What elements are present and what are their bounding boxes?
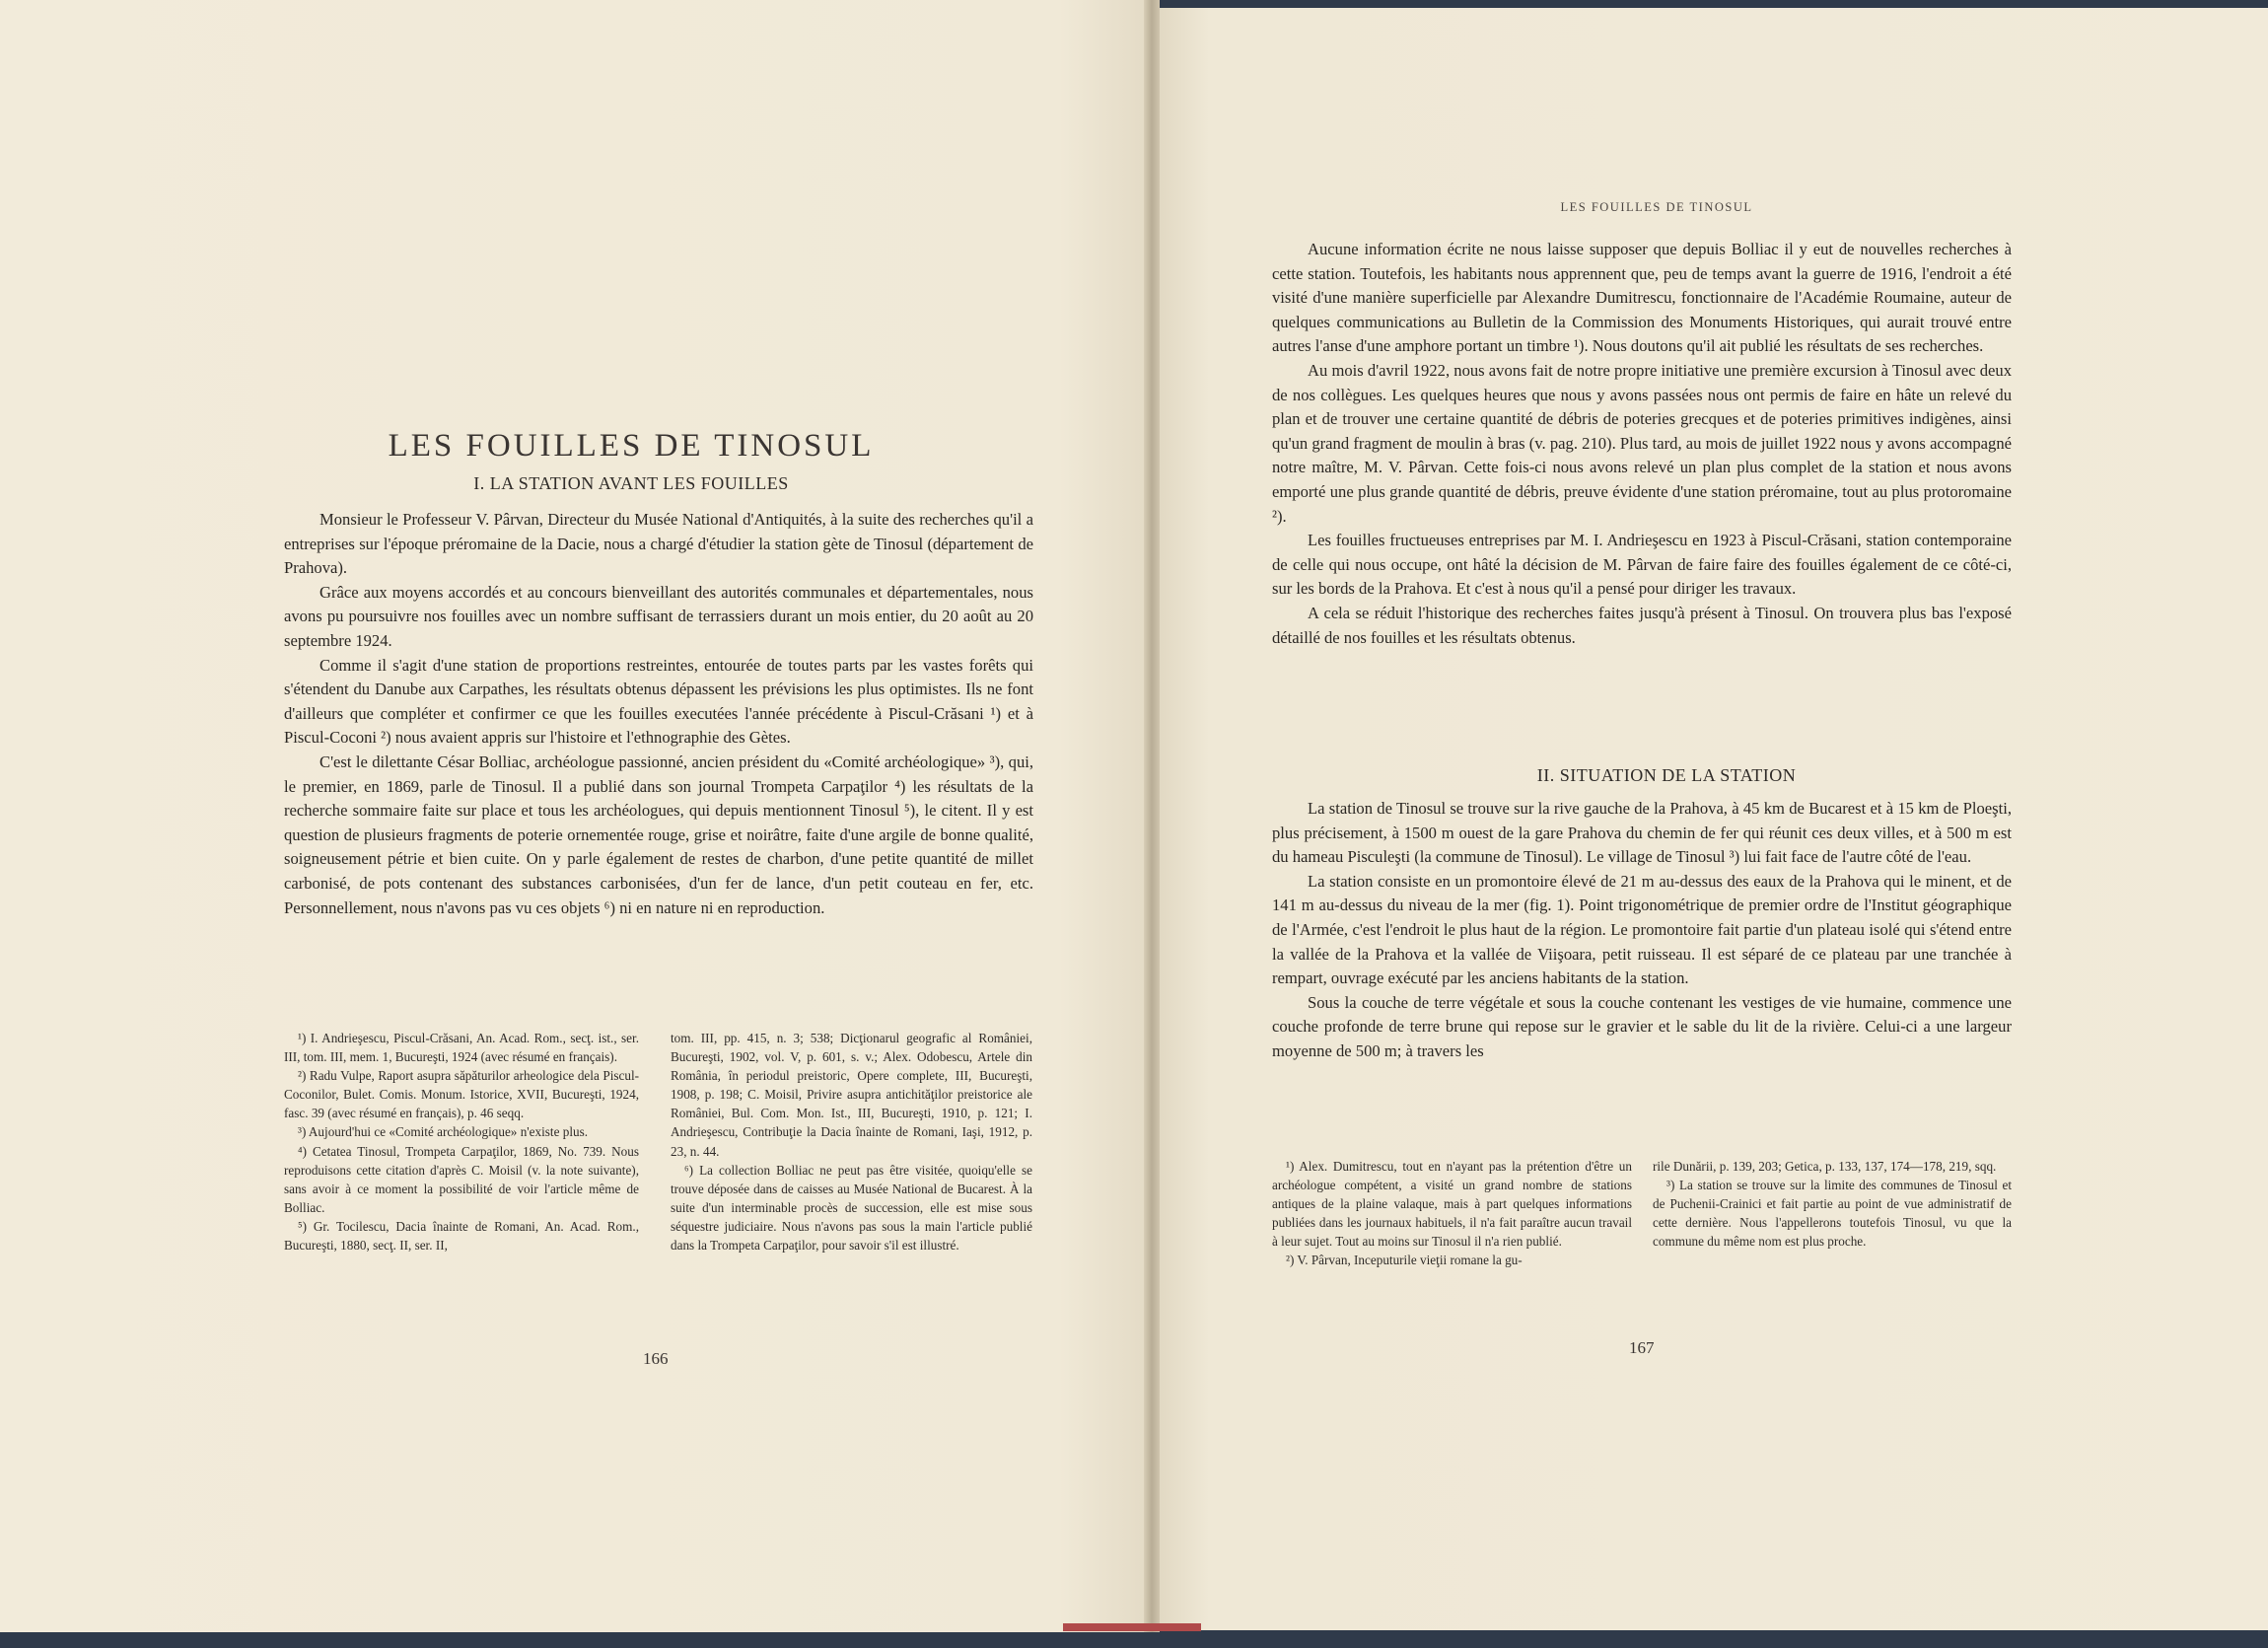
page-number: 166	[643, 1349, 669, 1368]
page-title: LES FOUILLES DE TINOSUL	[388, 428, 875, 465]
footnote: ³) Aujourd'hui ce «Comité archéologique» n'existe plus.	[298, 1124, 589, 1140]
right-body-text-bottom	[1272, 797, 2012, 1064]
paragraph: Aucune information écrite ne nous laisse supposer que depuis Bolliac il y eut de nouvelles recherches à cette station. Toutefois, les habitants nous apprennent que, peu de temps avant la guerre de 1916, l'endroit a été visité d'une manière superficielle par Alexandre Dumitrescu, fonctionnaire de l'Académie Roumaine, auteur de quelques communications au Bulletin de la Commission des Monuments Historiques, qui aurait trouvé entre autres l'anse d'une amphore portant un timbre ¹). Nous doutons qu'il ait publié les résultats de ses recherches.	[1272, 240, 2012, 356]
footnote: ¹) Alex. Dumitrescu, tout en n'ayant pas la prétention d'être un archéologue compétent, a visité un grand nombre de stations antiques de la plaine valaque, mais à part quelques informations publiées dans les journaux habituels, il n'a fait paraître aucun travail à leur sujet. Tout au moins sur Tinosul il n'a rien publié.	[1272, 1159, 1632, 1250]
section-heading-2: II. SITUATION DE LA STATION	[1536, 765, 1797, 785]
footnote: rile Dunării, p. 139, 203; Getica, p. 133, 137, 174—178, 219, sqq.	[1653, 1159, 1997, 1174]
section-heading-1: I. LA STATION AVANT LES FOUILLES	[473, 473, 789, 493]
footnote: ²) V. Pârvan, Inceputurile vieţii romane la gu-	[1286, 1253, 1523, 1268]
paragraph: La station consiste en un promontoire élevé de 21 m au-dessus des eaux de la Prahova qui le minent, et de 141 m au-dessus du niveau de la mer (fig. 1). Point trigonométrique de premier ordre de l'Institut géographique de l'Armée, c'est l'endroit le plus haut de la région. Le promontoire fait partie d'un plateau isolé qui s'étend entre la vallée de la Prahova et la vallée de Viişoara, petit ruisseau. Il est séparé de ce plateau par une tranchée à rempart, ouvrage exécuté par les anciens habitants de la station.	[1272, 871, 2012, 988]
right-footnotes-col1	[1272, 1157, 1632, 1270]
paragraph: Sous la couche de terre végétale et sous la couche contenant les vestiges de vie humaine, commence une couche profonde de terre brune qui repose sur le gravier et le sable du lit de la rivière. Celui-ci a une largeur moyenne de 500 m; à travers les	[1272, 992, 2012, 1060]
right-body-text-top	[1272, 238, 2012, 650]
paragraph: Monsieur le Professeur V. Pârvan, Directeur du Musée National d'Antiquités, à la suite des recherches qu'il a entreprises sur l'époque préromaine de la Dacie, nous a chargé d'étudier la station gète de Tinosul (département de Prahova).	[284, 510, 1033, 578]
left-footnotes-col2	[671, 1029, 1032, 1254]
paragraph: Les fouilles fructueuses entreprises par M. I. Andrieşescu en 1923 à Piscul-Crăsani, station contemporaine de celle qui nous occupe, ont hâté la décision de M. Pârvan de faire faire des fouilles également de ce côté-ci, sur les bords de la Prahova. Et c'est à nous qu'il a pensé pour diriger les travaux.	[1272, 531, 2012, 599]
footnote: ¹) I. Andrieşescu, Piscul-Crăsani, An. Acad. Rom., secţ. ist., ser. III, tom. III, mem. 1, Bucureşti, 1924 (avec résumé en français).	[284, 1031, 639, 1065]
paragraph: La station de Tinosul se trouve sur la rive gauche de la Prahova, à 45 km de Bucarest et à 15 km de Ploeşti, plus précisement, à 1500 m ouest de la gare Prahova du chemin de fer qui réunit ces deux villes, et à 500 m est du hameau Pisculeşti (la commune de Tinosul). Le village de Tinosul ³) lui fait face de l'autre côté de l'eau.	[1272, 799, 2012, 867]
paragraph: A cela se réduit l'historique des recherches faites jusqu'à présent à Tinosul. On trouvera plus bas l'exposé détaillé de nos fouilles et les résultats obtenus.	[1272, 603, 2012, 647]
footnote: ⁵) Gr. Tocilescu, Dacia înainte de Romani, An. Acad. Rom., Bucureşti, 1880, secţ. II, ser. II,	[284, 1218, 639, 1254]
page-number: 167	[1629, 1338, 1655, 1357]
left-body-text	[284, 508, 1033, 920]
book-gutter	[1144, 0, 1160, 1632]
paragraph: Comme il s'agit d'une station de proportions restreintes, entourée de toutes parts par les vastes forêts qui s'étendent du Danube aux Carpathes, les résultats obtenus dépassent les prévisions les plus optimistes. Ils ne font d'ailleurs que compléter et confirmer ce que les fouilles executées l'année précédente à Piscul-Crăsani ¹) et à Piscul-Coconi ²) nous avaient appris sur l'histoire et l'ethnographie des Gètes.	[284, 655, 1033, 748]
running-head: LES FOUILLES DE TINOSUL	[1560, 200, 1753, 214]
left-footnotes-col1	[284, 1029, 639, 1254]
footnote: ⁶) La collection Bolliac ne peut pas être visitée, quoiqu'elle se trouve déposée dans de caisses au Musée National de Bucarest. À la suite d'un interminable procès de succession, elle est mise sous séquestre judiciaire. Nous n'avons pas sous la main l'article publié dans la Trompeta Carpaţilor, pour savoir s'il est illustré.	[671, 1162, 1032, 1254]
paragraph: Au mois d'avril 1922, nous avons fait de notre propre initiative une première excursion à Tinosul avec deux de nos collègues. Les quelques heures que nous y avons passées nous ont permis de faire en hâte un relevé du plan et de trouver une certaine quantité de débris de poteries grecques et de poteries primitives indigènes, ainsi qu'un grand fragment de moulin à bras (v. pag. 210). Plus tard, au mois de juillet 1922 nous y avons accompagné notre maître, M. V. Pârvan. Cette fois-ci nous avons relevé un plan plus complet de la station et nous avons emporté une plus grande quantité de débris, preuve évidente d'une station préromaine, tout au plus protoromaine ²).	[1272, 360, 2012, 526]
footnote: ²) Radu Vulpe, Raport asupra săpăturilor arheologice dela Piscul-Coconilor, Bulet. Comis. Monum. Istorice, XVII, Bucureşti, 1924, fasc. 39 (avec résumé en français), p. 46 seqq.	[284, 1068, 639, 1121]
footnote: ⁴) Cetatea Tinosul, Trompeta Carpaţilor, 1869, No. 739. Nous reproduisons cette citation d'après C. Moisil (v. la note suivante), sans avoir à ce moment la possibilité de voir l'article même de Bolliac.	[284, 1143, 639, 1215]
paragraph: C'est le dilettante César Bolliac, archéologue passionné, ancien président du «Comité archéologique» ³), qui, le premier, en 1869, parle de Tinosul. Il a publié dans son journal Trompeta Carpaţilor ⁴) les résultats de la recherche sommaire faite sur place et tous les archéologues, qui depuis mentionnent Tinosul ⁵), le citent. Il y est question de plusieurs fragments de poterie ornementée rouge, grise et noirâtre, faite d'une argile de bonne qualité, soigneusement pétrie et bien cuite. On y parle également de restes de charbon, d'une petite quantité de millet carbonisé, de pots contenant des substances carbonisées, d'un fer de lance, d'un petit couteau en fer, etc. Personnellement, nous n'avons pas vu ces objets ⁶) ni en nature ni en reproduction.	[284, 752, 1033, 917]
footnote: ³) La station se trouve sur la limite des communes de Tinosul et de Puchenii-Crainici et fait partie au point de vue administratif de cette dernière. Nous l'appellerons toutefois Tinosul, vu que la commune du même nom est plus proche.	[1653, 1178, 2012, 1250]
paragraph: Grâce aux moyens accordés et au concours bienveillant des autorités communales et départementales, nous avons pu poursuivre nos fouilles avec un nombre suffisant de terrassiers durant un mois entier, du 20 août au 20 septembre 1924.	[284, 582, 1033, 650]
spine-binding	[1063, 1623, 1201, 1631]
right-footnotes-col2	[1653, 1157, 2012, 1251]
footnote: tom. III, pp. 415, n. 3; 538; Dicţionarul geografic al României, Bucureşti, 1902, vol. V, p. 601, s. v.; Alex. Odobescu, Artele din România, în periodul preistoric, Opere complete, III, Bucureşti, 1908, p. 198; C. Moisil, Privire asupra antichităţilor preistorice ale României, Bul. Com. Mon. Ist., III, Bucureşti, 1910, p. 121; I. Andrieşescu, Contribuţie la Dacia înainte de Romani, Iaşi, 1912, p. 23, n. 44.	[671, 1031, 1032, 1159]
